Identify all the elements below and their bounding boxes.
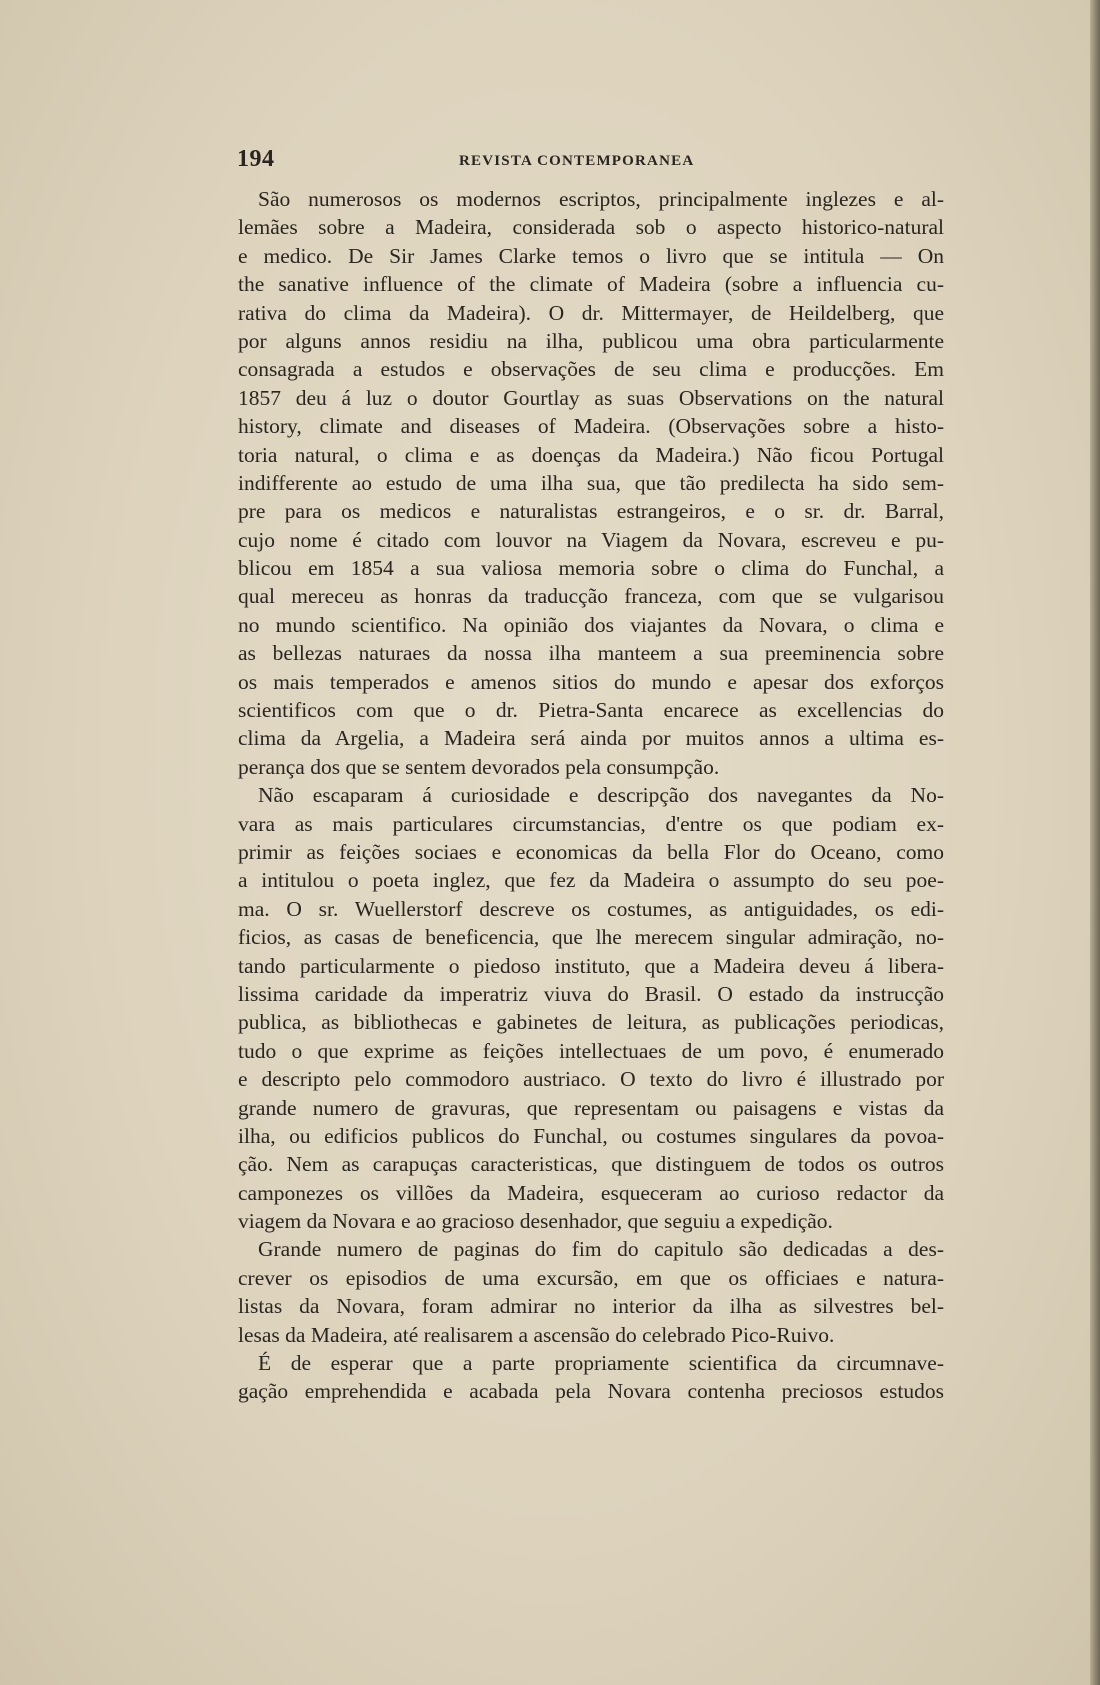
text-line: vara as mais particulares circumstancias, d'entre os que podiam ex-: [238, 811, 944, 836]
text-line: 1857 deu á luz o doutor Gourtlay as suas Observations on the natural: [238, 385, 944, 410]
text-line: ção. Nem as carapuças caracteristicas, que distinguem de todos os outros: [238, 1152, 944, 1177]
running-title: REVISTA CONTEMPORANEA: [459, 153, 695, 169]
text-line: perança dos que se sentem devorados pela consumpção.: [238, 754, 720, 779]
text-line: tudo o que exprime as feições intellectuaes de um povo, é enumerado: [238, 1038, 944, 1063]
text-line: gação emprehendida e acabada pela Novara contenha preciosos estudos: [238, 1379, 944, 1404]
text-line: tando particularmente o piedoso instituto, que a Madeira deveu á libera-: [238, 953, 944, 978]
text-line: pre para os medicos e naturalistas estrangeiros, e o sr. dr. Barral,: [238, 499, 944, 524]
page-header: [237, 146, 937, 174]
text-line: toria natural, o clima e as doenças da Madeira.) Não ficou Portugal: [238, 442, 944, 467]
text-line: rativa do clima da Madeira). O dr. Mittermayer, de Heildelberg, que: [238, 300, 944, 325]
paragraph: [238, 1349, 944, 1406]
text-line: lemães sobre a Madeira, considerada sob o aspecto historico-natural: [238, 215, 944, 240]
text-line: Grande numero de paginas do fim do capitulo são dedicadas a des-: [258, 1237, 944, 1262]
text-line: e descripto pelo commodoro austriaco. O texto do livro é illustrado por: [238, 1067, 944, 1092]
body-text: [238, 185, 944, 1406]
text-line: no mundo scientifico. Na opinião dos viajantes da Novara, o clima e: [238, 612, 944, 637]
text-line: ficios, as casas de beneficencia, que lhe merecem singular admiração, no-: [238, 925, 944, 950]
text-line: lissima caridade da imperatriz viuva do Brasil. O estado da instrucção: [238, 981, 944, 1006]
paragraph: [238, 1235, 944, 1349]
page-edge-shadow: [1090, 0, 1100, 1685]
text-line: ilha, ou edificios publicos do Funchal, ou costumes singulares da povoa-: [238, 1123, 944, 1148]
text-line: consagrada a estudos e observações de seu clima e producções. Em: [238, 357, 944, 382]
text-line: Não escaparam á curiosidade e descripção dos navegantes da No-: [258, 783, 944, 808]
text-line: as bellezas naturaes da nossa ilha manteem a sua preeminencia sobre: [238, 641, 944, 666]
text-line: the sanative influence of the climate of Madeira (sobre a influencia cu-: [238, 272, 944, 297]
text-line: crever os episodios de uma excursão, em que os officiaes e natura-: [238, 1265, 944, 1290]
text-line: viagem da Novara e ao gracioso desenhador, que seguiu a expedição.: [238, 1209, 833, 1234]
text-line: indifferente ao estudo de uma ilha sua, que tão predilecta ha sido sem-: [238, 470, 944, 495]
text-line: grande numero de gravuras, que representam ou paisagens e vistas da: [238, 1095, 944, 1120]
text-line: scientificos com que o dr. Pietra-Santa encarece as excellencias do: [238, 698, 944, 723]
text-line: lesas da Madeira, até realisarem a ascensão do celebrado Pico-Ruivo.: [238, 1322, 835, 1347]
paragraph: [238, 185, 944, 781]
text-line: É de esperar que a parte propriamente scientifica da circumnave-: [258, 1351, 944, 1376]
paragraph: [238, 781, 944, 1235]
text-line: qual mereceu as honras da traducção franceza, com que se vulgarisou: [238, 584, 944, 609]
text-line: por alguns annos residiu na ilha, publicou uma obra particularmente: [238, 328, 944, 353]
text-line: São numerosos os modernos escriptos, principalmente inglezes e al-: [258, 187, 944, 211]
text-line: publica, as bibliothecas e gabinetes de leitura, as publicações periodicas,: [238, 1010, 944, 1035]
text-line: a intitulou o poeta inglez, que fez da Madeira o assumpto do seu poe-: [238, 868, 944, 893]
text-line: primir as feições sociaes e economicas da bella Flor do Oceano, como: [238, 839, 944, 864]
page-number: 194: [237, 146, 275, 172]
text-line: ma. O sr. Wuellerstorf descreve os costumes, as antiguidades, os edi-: [238, 896, 944, 921]
text-line: cujo nome é citado com louvor na Viagem da Novara, escreveu e pu-: [238, 527, 944, 552]
text-line: e medico. De Sir James Clarke temos o livro que se intitula — On: [238, 243, 944, 268]
text-line: camponezes os villões da Madeira, esqueceram ao curioso redactor da: [238, 1180, 944, 1205]
text-line: os mais temperados e amenos sitios do mundo e apesar dos exforços: [238, 669, 944, 694]
text-line: listas da Novara, foram admirar no interior da ilha as silvestres bel-: [238, 1294, 944, 1319]
text-line: clima da Argelia, a Madeira será ainda por muitos annos a ultima es-: [238, 726, 944, 751]
text-line: history, climate and diseases of Madeira. (Observações sobre a histo-: [238, 414, 944, 439]
text-line: blicou em 1854 a sua valiosa memoria sobre o clima do Funchal, a: [238, 556, 944, 581]
